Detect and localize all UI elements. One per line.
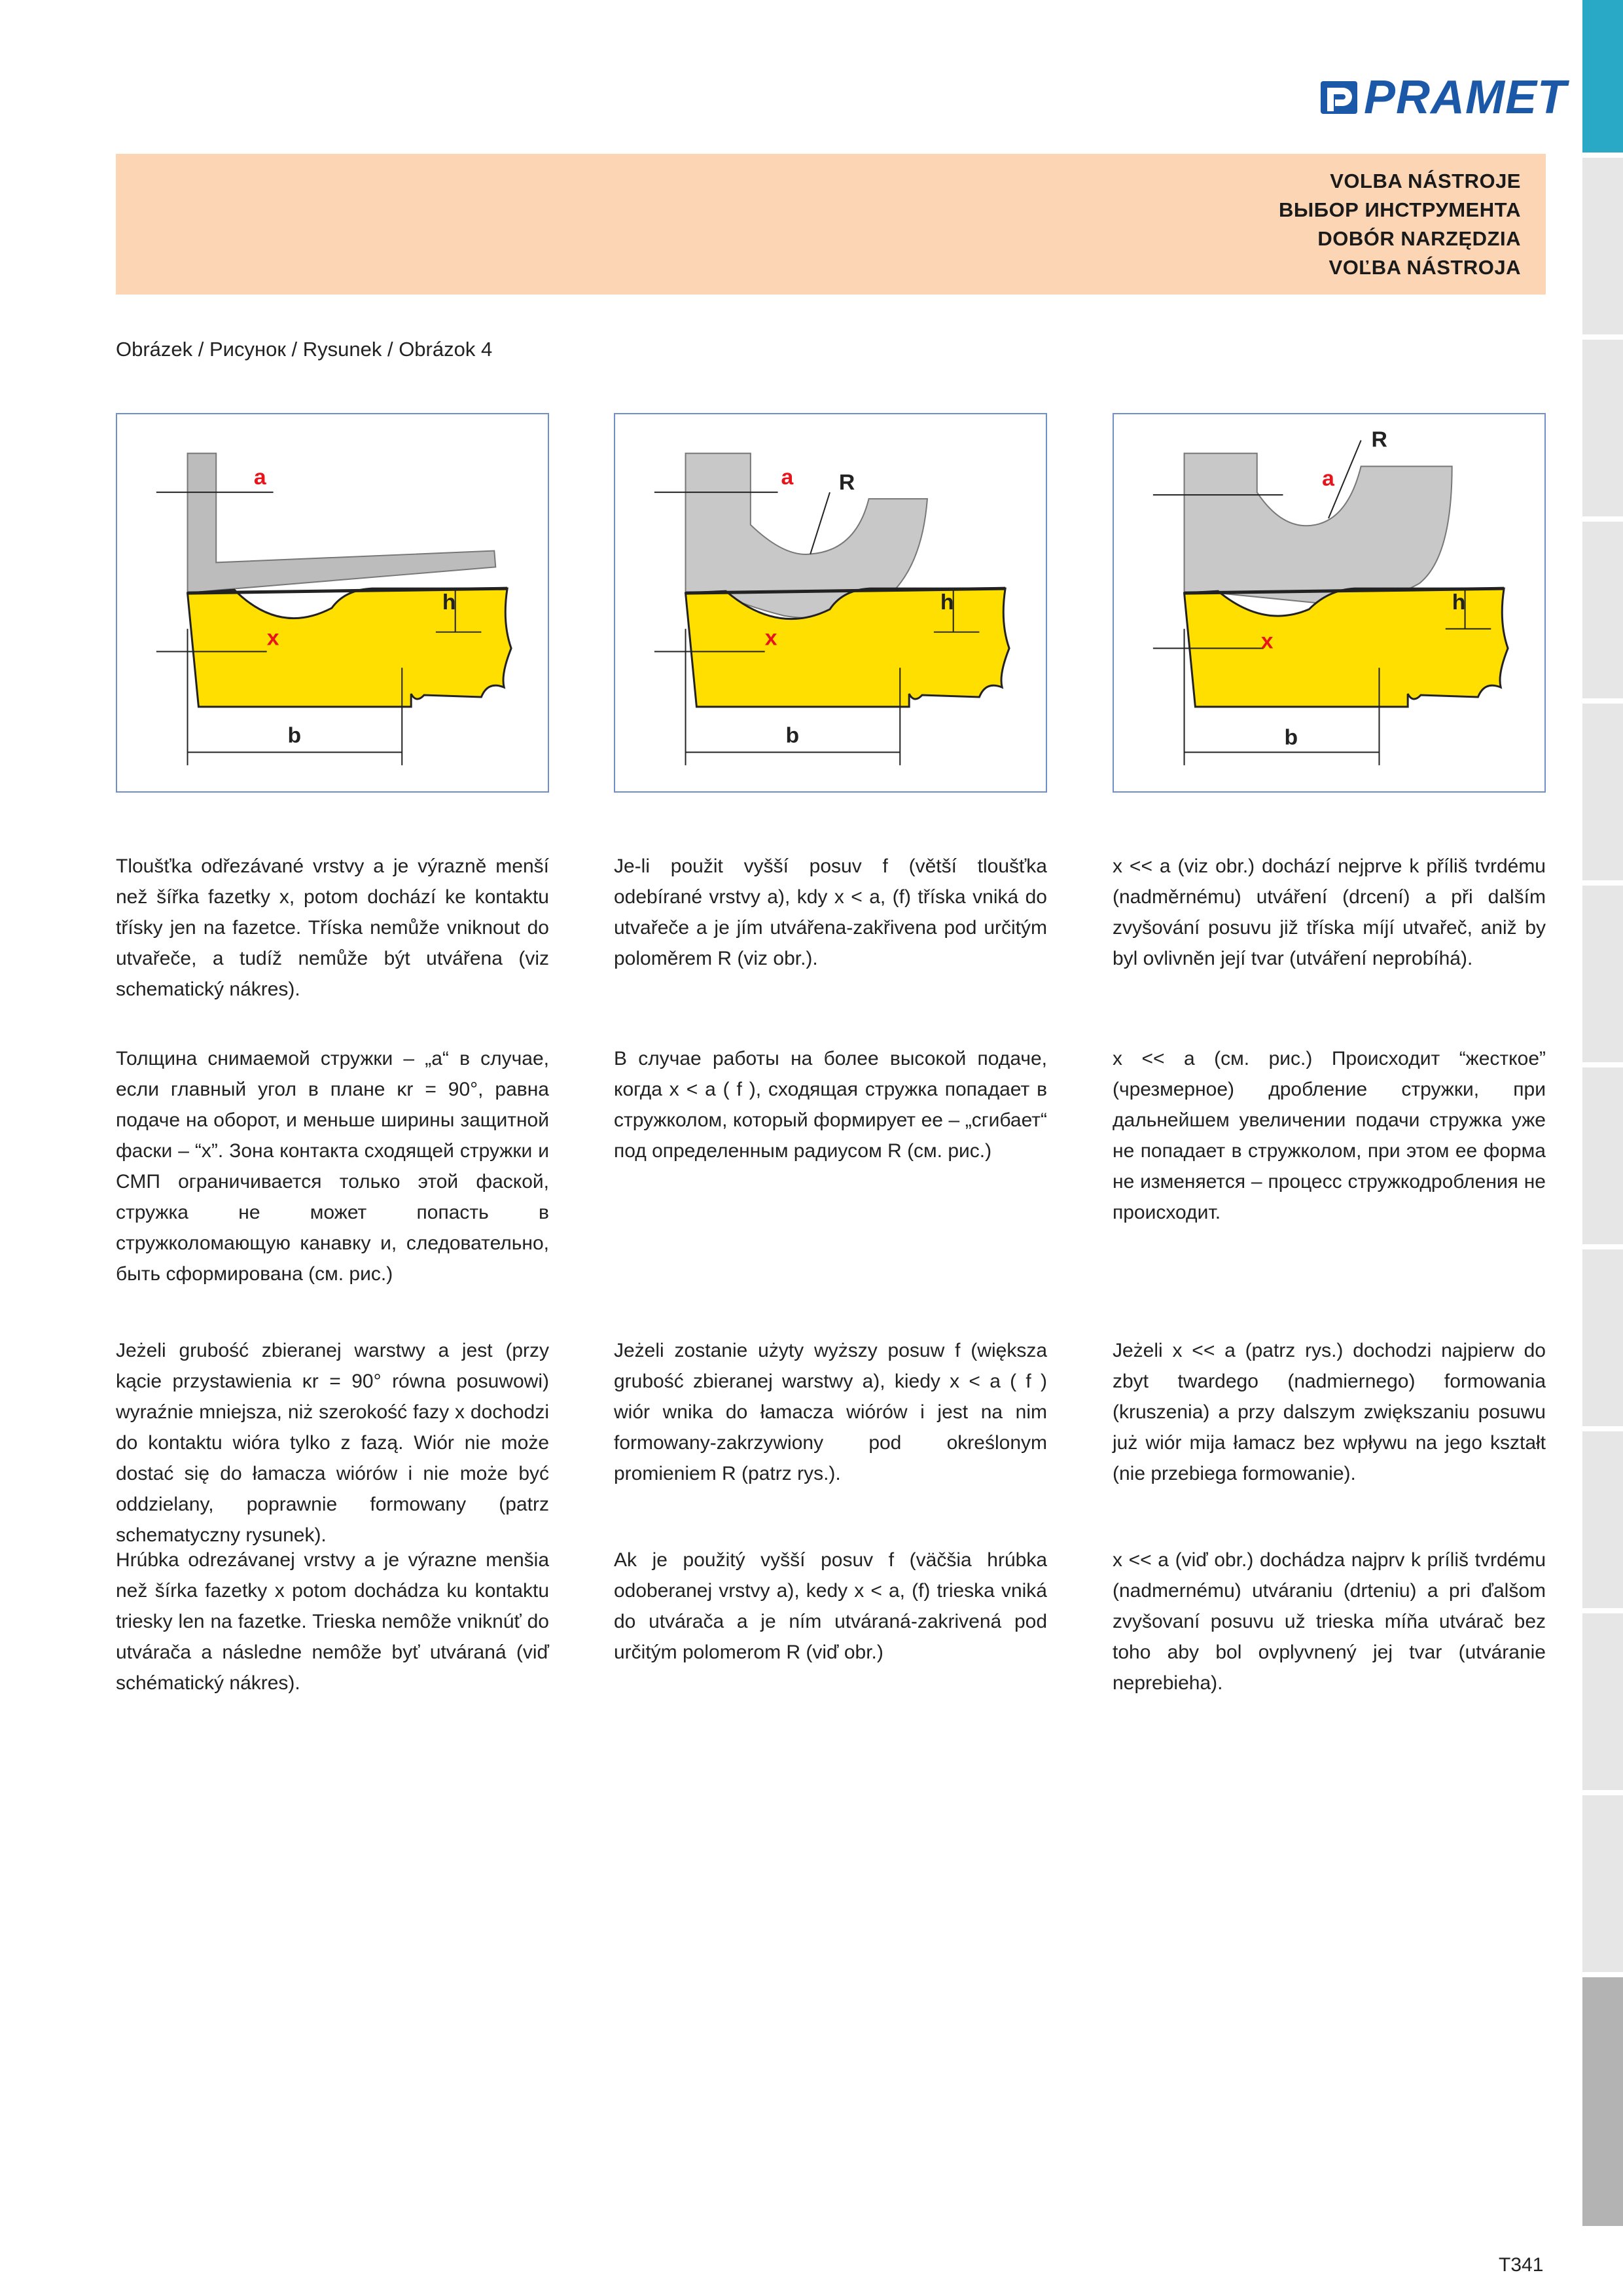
figure-3-diagram xyxy=(1114,414,1544,791)
pramet-logo xyxy=(1319,73,1567,122)
label-R: R xyxy=(1371,427,1387,452)
text-ru-1: Толщина снимаемой стружки – „a“ в случае, если главный угол в плане κr = 90°, равна подаче на оборот, и меньше ширины защитной фаски – “x”. Зона контакта сходящей стружки и СМП ограничивается только этой фаской, стружка не может попасть в стружколомающую канавку и, следовательно, быть сформирована (см. рис.) xyxy=(116,1048,549,1285)
label-x: x xyxy=(266,625,279,651)
header-band xyxy=(116,154,1546,295)
figure-1-diagram xyxy=(117,414,548,791)
label-h: h xyxy=(940,589,954,615)
figure-caption: Obrázek / Рисунок / Rysunek / Obrázok 4 xyxy=(116,338,493,361)
section-tab[interactable] xyxy=(1582,158,1623,334)
pramet-logo-icon xyxy=(1319,77,1360,118)
text-sk-2: Ak je použitý vyšší posuv f (väčšia hrúbka odoberanej vrstvy a), kedy x < a, (f) trieska vniká do utvárača a je ním utváraná-zakrivená pod určitým polomerom R (viď obr.) xyxy=(614,1549,1047,1663)
text-cz-2: Je-li použit vyšší posuv f (větší tloušťka odebírané vrstvy a), kdy x < a, (f) tříska vniká do utvařeče a je jím utvářena-zakřivena pod určitým poloměrem R (viz obr.). xyxy=(614,855,1047,969)
label-a: a xyxy=(253,465,266,490)
figure-2-diagram xyxy=(615,414,1046,791)
text-pl-2: Jeżeli zostanie użyty wyższy posuw f (większa grubość zbieranej warstwy a), kiedy x < a ( f ) wiór wnika do łamacza wiórów i jest na nim formowany-zakrzywiony pod określonym promieniem R (patrz rys.). xyxy=(614,1340,1047,1484)
section-tab-active[interactable] xyxy=(1582,0,1623,152)
label-R: R xyxy=(838,470,855,495)
text-cz-1: Tloušťka odřezávané vrstvy a je výrazně menší než šířka fazetky x, potom dochází ke kontaktu třísky jen na fazetce. Tříska nemůže vniknout do utvařeče, a tudíž nemůže být utvářena (viz schematický nákres). xyxy=(116,855,549,1000)
text-sk-1: Hrúbka odrezávanej vrstvy a je výrazne menšia než šírka fazetky x potom dochádza ku kontaktu triesky len na fazetke. Trieska nemôže vniknúť do utvárača a následne nemôže byť utváraná (viď schématický nákres). xyxy=(116,1549,549,1694)
text-pl-1: Jeżeli grubość zbieranej warstwy a jest (przy kącie przystawienia κr = 90° równa posuwowi) wyraźnie mniejsza, niż szerokość fazy x dochodzi do kontaktu wióra tylko z fazą. Wiór nie może dostać się do łamacza wiórów i nie może być oddzielany, poprawnie formowany (patrz schematyczny rysunek). xyxy=(116,1340,549,1546)
section-tab[interactable] xyxy=(1582,1067,1623,1244)
text-ru-2: В случае работы на более высокой подаче, когда x < a ( f ), сходящая стружка попадает в стружколом, который формирует ее – „сгибает“ под определенным радиусом R (см. рис.) xyxy=(614,1048,1047,1162)
section-tab[interactable] xyxy=(1582,1613,1623,1790)
section-tab[interactable] xyxy=(1582,886,1623,1062)
section-tab[interactable] xyxy=(1582,1795,1623,1972)
title-pl: DOBÓR NARZĘDZIA xyxy=(1317,227,1521,250)
label-b: b xyxy=(287,723,302,748)
title-sk: VOĽBA NÁSTROJA xyxy=(1329,256,1521,279)
label-a: a xyxy=(781,465,794,490)
label-b: b xyxy=(1284,725,1298,750)
text-pl-3: Jeżeli x << a (patrz rys.) dochodzi najpierw do zbyt twardego (nadmiernego) formowania (kruszenia) a przy dalszym zwiększaniu posuwu już wiór mija łamacz bez wpływu na jego kształt (nie przebiega formowanie). xyxy=(1113,1340,1546,1484)
logo-wordmark: PRAMET xyxy=(1364,71,1567,124)
label-x: x xyxy=(764,625,777,651)
text-cz-3: x << a (viz obr.) dochází nejprve k příliš tvrdému (nadměrnému) utváření (drcení) a při dalším zvyšování posuvu již tříska míjí utvařeč, aniž by byl ovlivněn její tvar (utváření neprobíhá). xyxy=(1113,855,1546,969)
figure-3 xyxy=(1113,413,1546,793)
title-ru: ВЫБОР ИНСТРУМЕНТА xyxy=(1279,198,1521,221)
label-a: a xyxy=(1322,466,1334,492)
text-ru-3: x << a (см. рис.) Происходит “жесткое” (чрезмерное) дробление стружки, при дальнейшем увеличении подачи стружка уже не попадает в стружколом, при этом ее форма не изменяется – процесс стружкодробления не происходит. xyxy=(1113,1048,1546,1223)
section-tab[interactable] xyxy=(1582,1431,1623,1608)
label-h: h xyxy=(442,589,456,615)
section-tab[interactable] xyxy=(1582,1249,1623,1426)
figure-2 xyxy=(614,413,1047,793)
text-sk-3: x << a (viď obr.) dochádza najprv k príliš tvrdému (nadmernému) utváraniu (drteniu) a pri ďalšom zvyšovaní posuvu už trieska míňa utvárač bez toho aby bol ovplyvnený jej tvar (utváranie neprebieha). xyxy=(1113,1549,1546,1694)
label-b: b xyxy=(785,723,800,748)
header-titles xyxy=(1279,167,1521,282)
section-tab[interactable] xyxy=(1582,704,1623,880)
section-tab[interactable] xyxy=(1582,340,1623,516)
page-number: T341 xyxy=(1499,2254,1544,2276)
title-cz: VOLBA NÁSTROJE xyxy=(1330,170,1521,192)
label-h: h xyxy=(1452,589,1466,615)
figure-1 xyxy=(116,413,549,793)
section-tab[interactable] xyxy=(1582,1977,1623,2226)
label-x: x xyxy=(1260,628,1274,654)
section-tab-strip xyxy=(1582,0,1623,2296)
section-tab[interactable] xyxy=(1582,522,1623,698)
